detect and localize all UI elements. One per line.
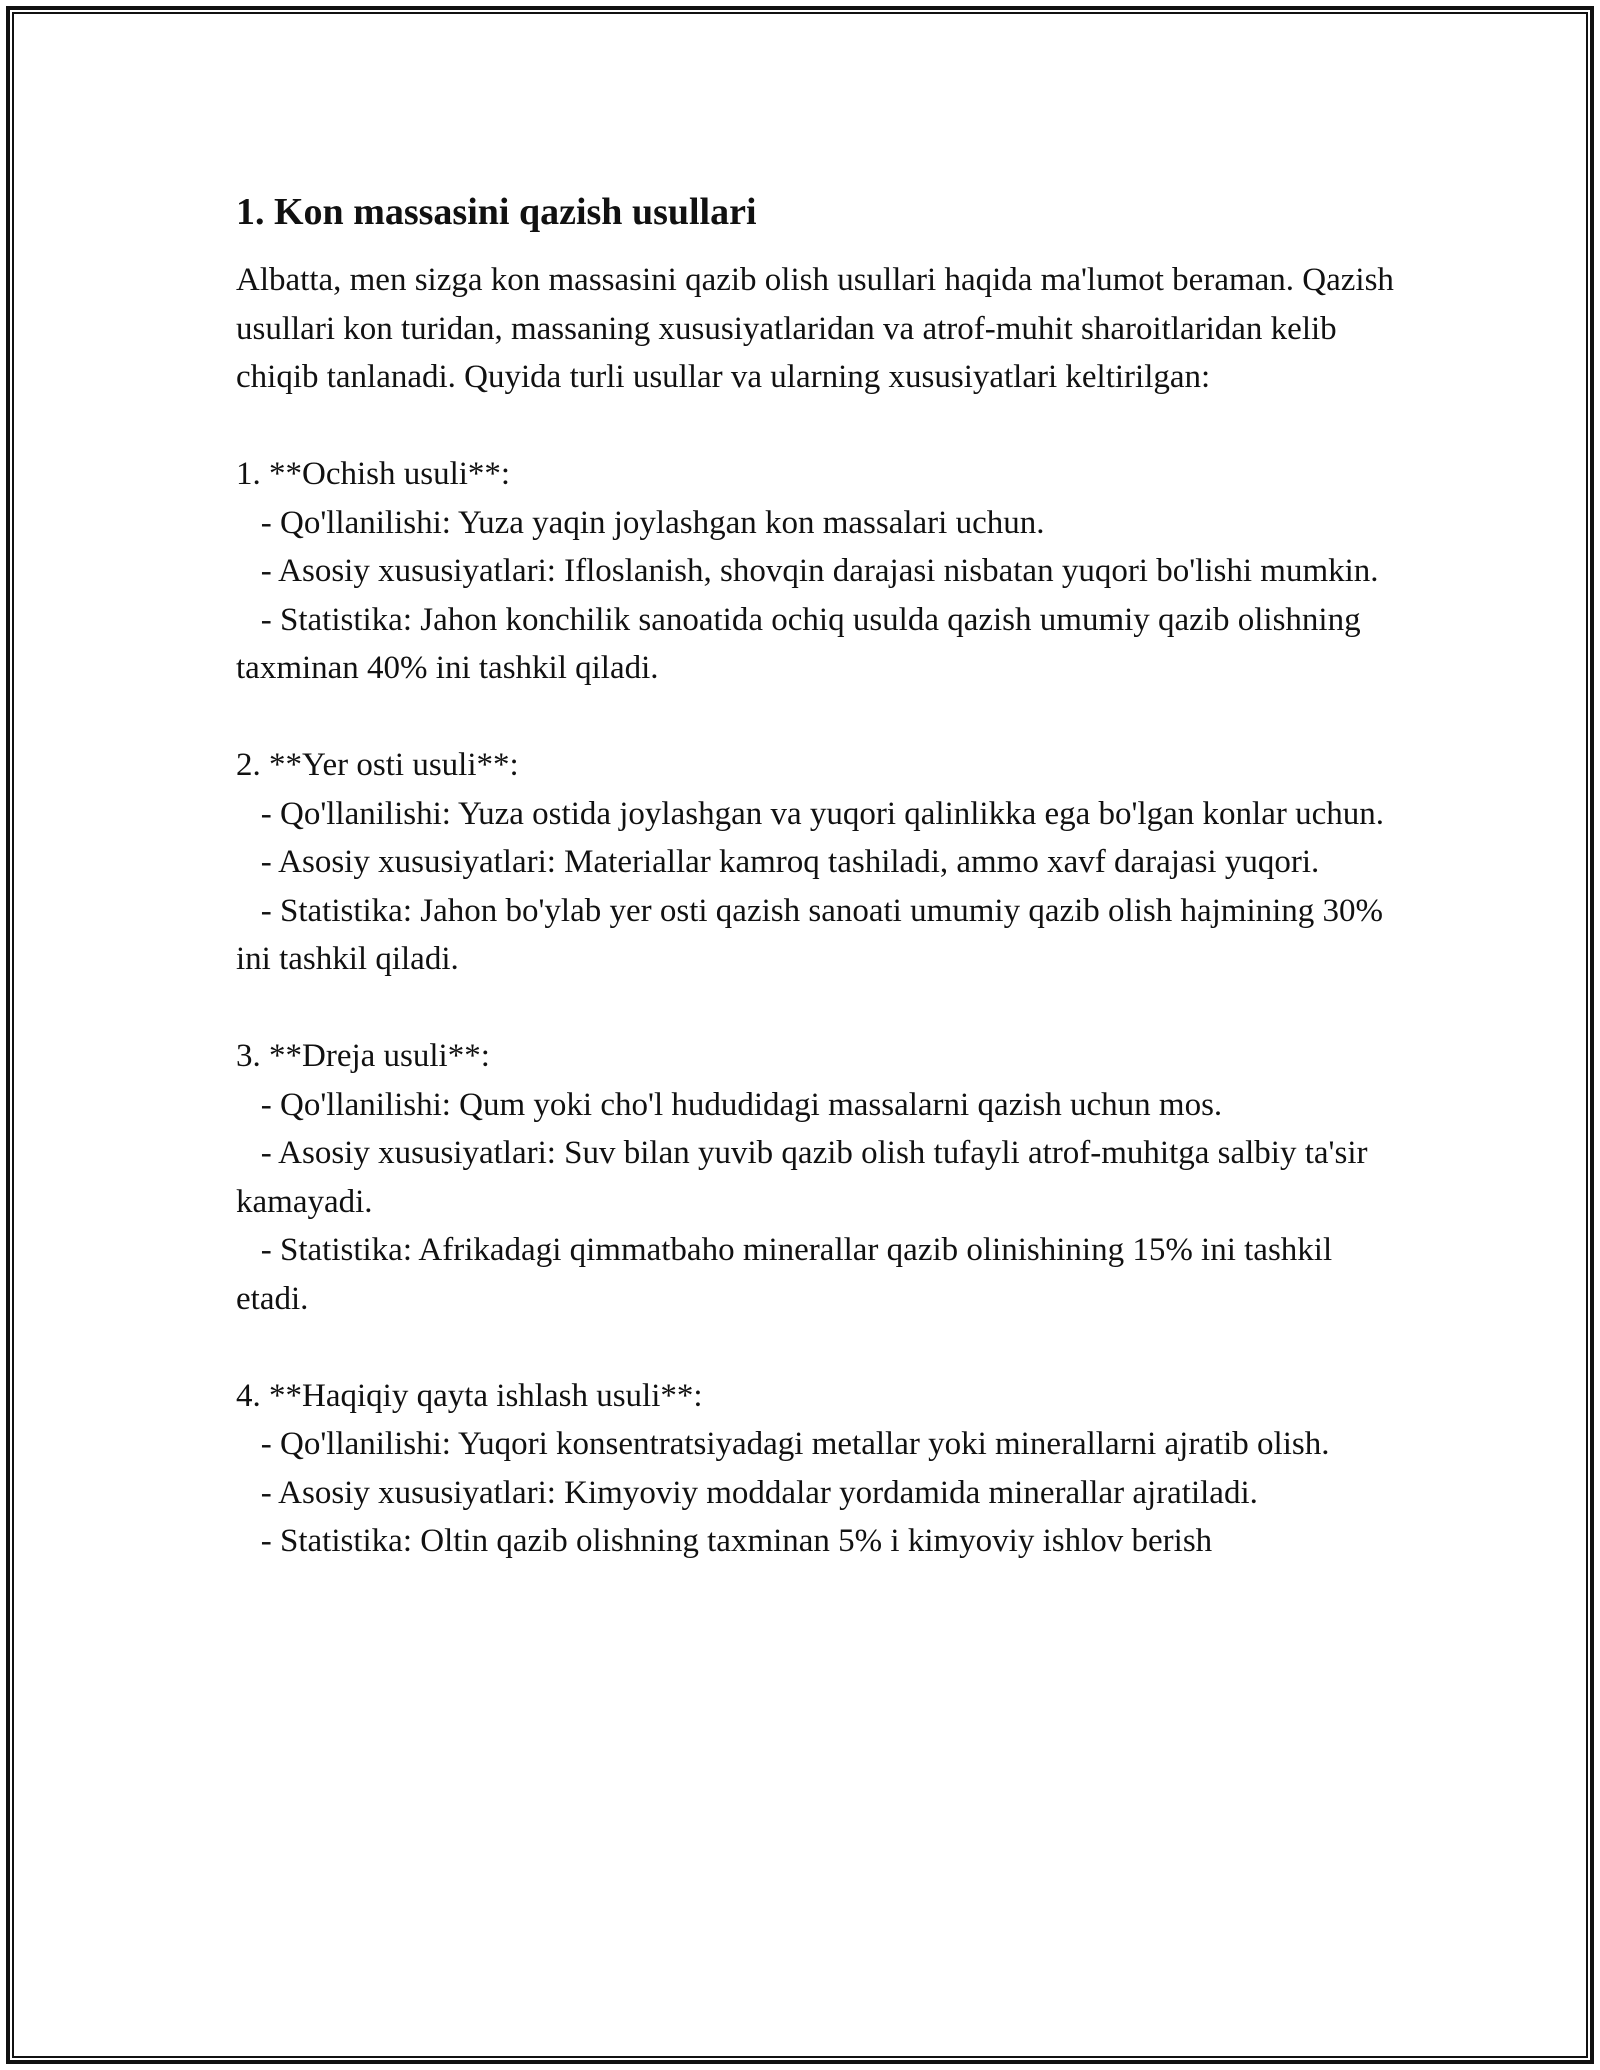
section-line: - Qo'llanilishi: Yuza yaqin joylashgan kon massalari uchun. — [236, 504, 1045, 541]
section-line: - Asosiy xususiyatlari: Materiallar kamroq tashiladi, ammo xavf darajasi yuqori. — [236, 844, 1320, 880]
section-heading: 1. **Ochish usuli**: — [236, 456, 511, 492]
document-title: 1. Kon massasini qazish usullari — [236, 191, 757, 233]
section-qayta-ishlash — [236, 1372, 1396, 1566]
section-line: - Qo'llanilishi: Qum yoki cho'l hududidagi massalarni qazish uchun mos. — [236, 1086, 1223, 1123]
section-line: - Statistika: Jahon konchilik sanoatida ochiq usulda qazish umumiy qazib olishning taxminan 40% ini tashkil qiladi. — [236, 601, 1369, 686]
section-ochish — [236, 450, 1396, 693]
section-heading: 4. **Haqiqiy qayta ishlash usuli**: — [236, 1377, 703, 1414]
section-dreja — [236, 1032, 1396, 1323]
intro-paragraph: Albatta, men sizga kon massasini qazib olish usullari haqida ma'lumot beraman. Qazish usullari kon turidan, massaning xususiyatlaridan va atrof-muhit sharoitlaridan kelib chiqib tanlanadi. Quyida turli usullar va ularning xususiyatlari keltirilgan: — [236, 262, 1403, 395]
paragraph-gap — [236, 693, 1396, 742]
section-line: - Qo'llanilishi: Yuqori konsentratsiyadagi metallar yoki minerallarni ajratib olish. — [236, 1426, 1330, 1462]
paragraph-gap — [236, 402, 1396, 451]
document-body — [236, 186, 1403, 1566]
paragraph-gap — [236, 984, 1396, 1033]
section-line: - Statistika: Oltin qazib olishning taxminan 5% i kimyoviy ishlov berish — [236, 1523, 1213, 1559]
section-line: - Asosiy xususiyatlari: Kimyoviy moddalar yordamida minerallar ajratiladi. — [236, 1474, 1258, 1511]
section-heading: 3. **Dreja usuli**: — [236, 1038, 490, 1074]
section-line: - Asosiy xususiyatlari: Suv bilan yuvib qazib olish tufayli atrof-muhitga salbiy ta'sir kamayadi. — [236, 1135, 1376, 1220]
section-yer-osti — [236, 741, 1396, 984]
section-line: - Qo'llanilishi: Yuza ostida joylashgan va yuqori qalinlikka ega bo'lgan konlar uchun. — [236, 795, 1385, 832]
section-line: - Statistika: Jahon bo'ylab yer osti qazish sanoati umumiy qazib olish hajmining 30% ini tashkil qiladi. — [236, 892, 1392, 977]
section-line: - Statistika: Afrikadagi qimmatbaho minerallar qazib olinishining 15% ini tashkil etadi. — [236, 1232, 1341, 1317]
section-line: - Asosiy xususiyatlari: Ifloslanish, shovqin darajasi nisbatan yuqori bo'lishi mumkin. — [236, 553, 1379, 589]
section-heading: 2. **Yer osti usuli**: — [236, 747, 519, 783]
paragraph-gap — [236, 1323, 1396, 1372]
